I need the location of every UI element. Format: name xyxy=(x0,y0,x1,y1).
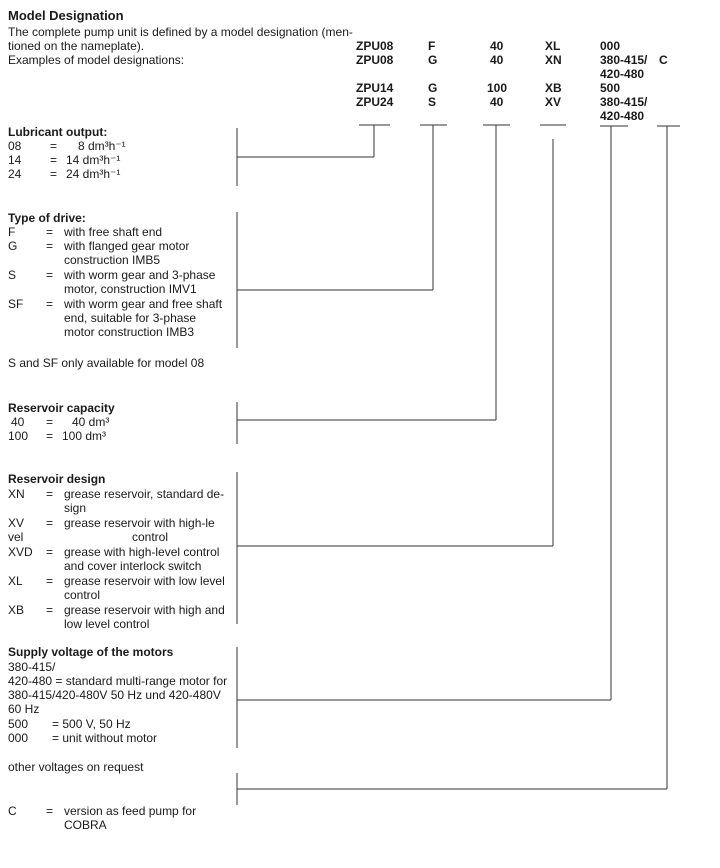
drive-heading: Type of drive: xyxy=(8,211,86,225)
design-description: sign xyxy=(64,501,87,515)
example-design: XB xyxy=(545,81,562,95)
example-model: ZPU08 xyxy=(356,53,394,67)
drive-description: construction IMB5 xyxy=(64,253,161,267)
drive-code: G xyxy=(8,239,18,253)
drive-description: with free shaft end xyxy=(64,225,163,239)
supply-line: 380-415/420-480V 50 Hz und 420-480V xyxy=(8,688,221,702)
example-capacity: 40 xyxy=(490,39,504,53)
design-description: and cover interlock switch xyxy=(64,559,202,573)
drive-code: F xyxy=(8,225,16,239)
version-description: version as feed pump for xyxy=(64,804,197,818)
supply-note: other voltages on request xyxy=(8,760,144,774)
example-version: C xyxy=(659,53,668,67)
supply-value: = 500 V, 50 Hz xyxy=(52,717,131,731)
equals-sign: = xyxy=(46,239,54,253)
drive-note: S and SF only available for model 08 xyxy=(8,356,205,370)
lubricant-value: 8 dm³h⁻¹ xyxy=(78,139,126,153)
equals-sign: = xyxy=(46,516,54,530)
supply-line: 420-480 = standard multi-range motor for xyxy=(8,674,228,688)
intro-text-line-1: The complete pump unit is defined by a model designation (men- xyxy=(8,25,353,39)
capacity-value: 40 dm³ xyxy=(72,415,110,429)
version-description: COBRA xyxy=(64,818,107,832)
design-code: XN xyxy=(8,487,25,501)
supply-line: 60 Hz xyxy=(8,702,40,716)
example-model: ZPU08 xyxy=(356,39,394,53)
equals-sign: = xyxy=(46,603,54,617)
intro-text-line-3: Examples of model designations: xyxy=(8,53,185,67)
example-design: XL xyxy=(545,39,561,53)
lubricant-value: 24 dm³h⁻¹ xyxy=(66,167,121,181)
example-drive: G xyxy=(428,81,438,95)
example-drive: S xyxy=(428,95,437,109)
equals-sign: = xyxy=(46,268,54,282)
design-description: grease reservoir with high and xyxy=(64,603,225,617)
lubricant-code: 24 xyxy=(8,167,22,181)
example-design: XV xyxy=(545,95,562,109)
section-title: Model Designation xyxy=(8,8,124,23)
example-drive: F xyxy=(428,39,436,53)
equals-sign: = xyxy=(46,225,54,239)
drive-description: with worm gear and 3-phase xyxy=(64,268,216,282)
design-description: control xyxy=(132,530,169,544)
intro-text-line-2: tioned on the nameplate). xyxy=(8,39,145,53)
design-description: grease reservoir with low level xyxy=(64,574,225,588)
supply-heading: Supply voltage of the motors xyxy=(8,645,174,659)
example-model: ZPU14 xyxy=(356,81,394,95)
version-code: C xyxy=(8,804,17,818)
design-code: XV xyxy=(8,516,25,530)
example-voltage: 380-415/ xyxy=(600,53,648,67)
equals-sign: = xyxy=(46,487,54,501)
supply-code: 500 xyxy=(8,717,29,731)
design-code: XVD xyxy=(8,545,33,559)
equals-sign: = xyxy=(46,297,54,311)
lubricant-code: 14 xyxy=(8,153,22,167)
example-voltage: 420-480 xyxy=(600,67,645,81)
example-voltage: 000 xyxy=(600,39,621,53)
example-voltage: 380-415/ xyxy=(600,95,648,109)
drive-code: S xyxy=(8,268,17,282)
design-description: grease reservoir with high-le xyxy=(64,516,215,530)
example-voltage: 420-480 xyxy=(600,109,645,123)
design-code: XL xyxy=(8,574,23,588)
example-voltage: 500 xyxy=(600,81,621,95)
equals-sign: = xyxy=(50,167,58,181)
lubricant-value: 14 dm³h⁻¹ xyxy=(66,153,121,167)
drive-code: SF xyxy=(8,297,24,311)
lubricant-heading: Lubricant output: xyxy=(8,125,108,139)
drive-description: end, suitable for 3-phase xyxy=(64,311,197,325)
drive-description: with flanged gear motor xyxy=(64,239,190,253)
example-drive: G xyxy=(428,53,438,67)
design-description: low level control xyxy=(64,617,150,631)
equals-sign: = xyxy=(46,804,54,818)
design-code-continued: vel xyxy=(8,530,24,544)
equals-sign: = xyxy=(46,545,54,559)
capacity-value: 100 dm³ xyxy=(62,429,107,443)
equals-sign: = xyxy=(50,153,58,167)
supply-value: = unit without motor xyxy=(52,731,158,745)
drive-description: motor, construction IMV1 xyxy=(64,282,197,296)
design-description: grease reservoir, standard de- xyxy=(64,487,225,501)
capacity-code: 40 xyxy=(11,415,25,429)
example-capacity: 100 xyxy=(487,81,508,95)
design-code: XB xyxy=(8,603,25,617)
equals-sign: = xyxy=(46,415,54,429)
equals-sign: = xyxy=(50,139,58,153)
example-capacity: 40 xyxy=(490,95,504,109)
example-model: ZPU24 xyxy=(356,95,394,109)
design-heading: Reservoir design xyxy=(8,472,106,486)
drive-description: motor construction IMB3 xyxy=(64,325,195,339)
capacity-code: 100 xyxy=(8,429,29,443)
capacity-heading: Reservoir capacity xyxy=(8,401,115,415)
drive-description: with worm gear and free shaft xyxy=(64,297,223,311)
supply-code: 000 xyxy=(8,731,29,745)
supply-line: 380-415/ xyxy=(8,660,56,674)
example-design: XN xyxy=(545,53,562,67)
equals-sign: = xyxy=(46,574,54,588)
example-capacity: 40 xyxy=(490,53,504,67)
design-description: grease with high-level control xyxy=(64,545,220,559)
lubricant-code: 08 xyxy=(8,139,22,153)
equals-sign: = xyxy=(46,429,54,443)
design-description: control xyxy=(64,588,101,602)
